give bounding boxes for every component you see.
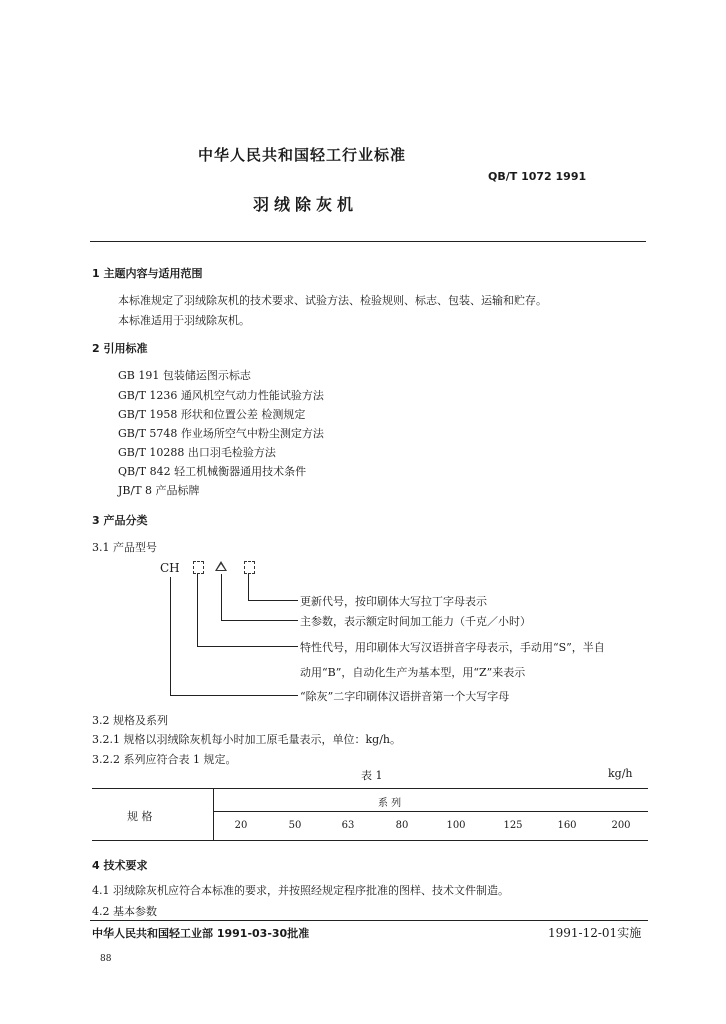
section-3-1-heading: 3.1 产品型号 (92, 541, 157, 554)
table-cell: 160 (557, 820, 577, 831)
table-cell: 125 (503, 820, 523, 831)
parameter-triangle-icon (215, 561, 227, 571)
table-bottom-rule (92, 840, 648, 841)
leader-line (170, 695, 298, 696)
reference-item: JB/T 8 产品标牌 (118, 484, 200, 497)
page-number: 88 (100, 954, 112, 964)
reference-item: GB/T 10288 出口羽毛检验方法 (118, 446, 276, 459)
callout-main-parameter: 主参数，表示额定时间加工能力（千克／小时） (300, 615, 531, 628)
callout-characteristic-code: 特性代号，用印刷体大写汉语拼音字母表示，手动用“S”，半自 (300, 641, 605, 654)
table-cell: 80 (395, 820, 409, 831)
leader-line (197, 574, 198, 646)
section-2-heading: 2 引用标准 (92, 342, 148, 355)
model-code: CH (160, 561, 180, 575)
section-3-2-2: 3.2.2 系列应符合表 1 规定。 (92, 753, 237, 766)
table-cell: 20 (234, 820, 248, 831)
document-title: 羽绒除灰机 (253, 195, 359, 214)
table-unit: kg/h (608, 767, 633, 780)
table-column-divider (213, 788, 214, 840)
leader-line (248, 600, 298, 601)
reference-item: GB/T 1958 形状和位置公差 检测规定 (118, 408, 306, 421)
table-mid-rule (213, 811, 648, 812)
org-title: 中华人民共和国轻工行业标准 (198, 146, 407, 164)
callout-update-code: 更新代号，按印刷体大写拉丁字母表示 (300, 595, 487, 608)
table-cell: 50 (288, 820, 302, 831)
table-series-header: 系 列 (378, 798, 402, 809)
effective-date: 1991-12-01实施 (548, 926, 642, 940)
callout-pinyin-letter: “除灰”二字印刷体汉语拼音第一个大写字母 (300, 690, 510, 703)
section-4-2: 4.2 基本参数 (92, 905, 157, 918)
leader-line (248, 574, 249, 600)
reference-item: GB/T 5748 作业场所空气中粉尘测定方法 (118, 427, 324, 440)
reference-item: GB 191 包装储运图示标志 (118, 369, 251, 382)
table-cell: 63 (341, 820, 355, 831)
section-3-2-heading: 3.2 规格及系列 (92, 714, 168, 727)
table-caption: 表 1 (361, 769, 383, 782)
reference-item: QB/T 842 轻工机械衡器通用技术条件 (118, 465, 307, 478)
table-top-rule (92, 788, 648, 789)
standard-number: QB/T 1072 1991 (488, 170, 587, 183)
leader-line (170, 577, 171, 695)
section-1-paragraph-2: 本标准适用于羽绒除灰机。 (118, 314, 250, 327)
approval-note: 中华人民共和国轻工业部 1991-03-30批准 (92, 927, 310, 940)
leader-line (221, 574, 222, 620)
section-4-heading: 4 技术要求 (92, 859, 148, 872)
section-1-paragraph-1: 本标准规定了羽绒除灰机的技术要求、试验方法、检验规则、标志、包装、运输和贮存。 (118, 294, 547, 307)
leader-line (221, 620, 298, 621)
header-divider (90, 241, 646, 242)
section-3-2-1: 3.2.1 规格以羽绒除灰机每小时加工原毛量表示，单位：kg/h。 (92, 733, 401, 746)
callout-characteristic-code-cont: 动用“B”，自动化生产为基本型，用“Z”来表示 (300, 666, 526, 679)
section-3-heading: 3 产品分类 (92, 514, 148, 527)
leader-line (197, 646, 298, 647)
update-code-box (244, 561, 255, 574)
table-cell: 100 (446, 820, 466, 831)
footer-divider (90, 920, 648, 921)
section-4-1: 4.1 羽绒除灰机应符合本标准的要求，并按照经规定程序批准的图样、技术文件制造。 (92, 884, 509, 897)
reference-item: GB/T 1236 通风机空气动力性能试验方法 (118, 389, 324, 402)
section-1-heading: 1 主题内容与适用范围 (92, 267, 203, 280)
characteristic-code-box (193, 561, 204, 574)
table-cell: 200 (611, 820, 631, 831)
table-row-header: 规 格 (127, 810, 153, 823)
